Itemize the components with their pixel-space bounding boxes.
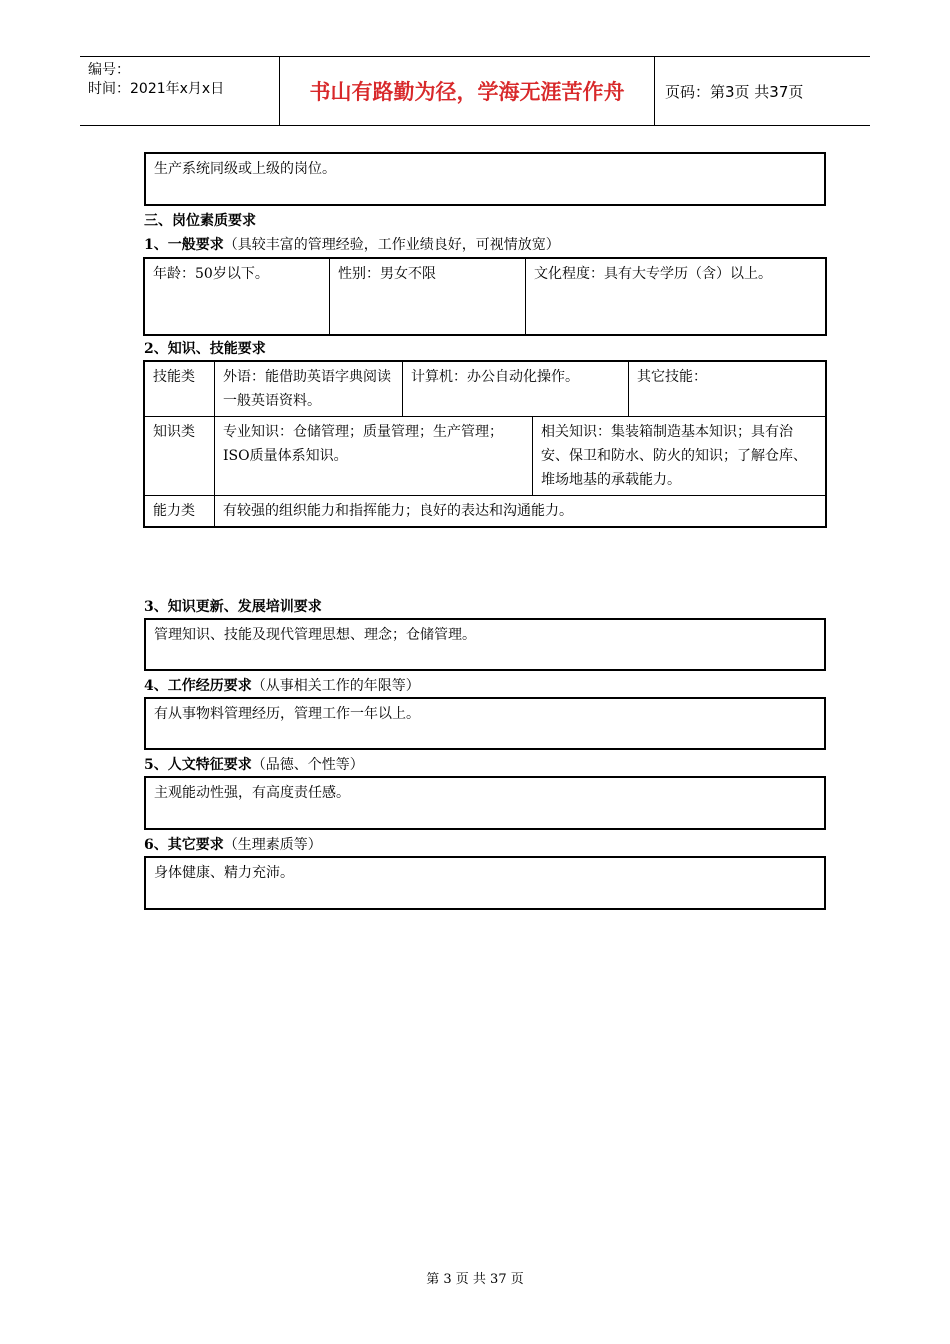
training-text: 管理知识、技能及现代管理思想、理念；仓储管理。 — [154, 627, 476, 643]
other-skill-cell: 其它技能： — [629, 362, 826, 417]
education-cell: 文化程度：具有大专学历（含）以上。 — [526, 259, 826, 335]
ability-cell: 有较强的组织能力和指挥能力；良好的表达和沟通能力。 — [215, 496, 826, 527]
general-requirements-table — [144, 258, 826, 335]
section3-title: 三、岗位素质要求 — [144, 213, 256, 229]
document-number-label: 编号： — [88, 62, 130, 78]
page-footer: 第 3 页 共 37 页 — [426, 1272, 524, 1287]
general-title: 1、一般要求 — [144, 237, 224, 253]
header-meta — [80, 57, 280, 125]
personality-text: 主观能动性强，有高度责任感。 — [154, 785, 350, 801]
personality-box — [144, 776, 826, 830]
knowledge-category-label: 知识类 — [145, 417, 215, 496]
other-requirements-heading — [144, 835, 322, 855]
header-motto: 书山有路勤为径，学海无涯苦作舟 — [280, 57, 655, 125]
skill-category-label: 技能类 — [145, 362, 215, 417]
experience-heading — [144, 676, 420, 696]
personality-note: （品德、个性等） — [251, 757, 364, 773]
personality-title: 5、人文特征要求 — [144, 757, 252, 773]
experience-box — [144, 697, 826, 750]
computer-skill-cell: 计算机：办公自动化操作。 — [403, 362, 629, 417]
experience-text: 有从事物料管理经历，管理工作一年以上。 — [154, 706, 420, 722]
other-title: 6、其它要求 — [144, 837, 224, 853]
related-knowledge-cell: 相关知识：集装箱制造基本知识；具有治安、保卫和防水、防火的知识；了解仓库、堆场地基的承载能力。 — [533, 417, 826, 496]
top-box-text: 生产系统同级或上级的岗位。 — [154, 161, 336, 177]
experience-note: （从事相关工作的年限等） — [251, 678, 420, 694]
top-box — [144, 152, 826, 206]
training-box — [144, 618, 826, 671]
skills-heading: 2、知识、技能要求 — [144, 341, 266, 357]
professional-knowledge-cell: 专业知识：仓储管理；质量管理；生产管理；ISO质量体系知识。 — [215, 417, 533, 496]
other-requirements-box — [144, 856, 826, 910]
ability-category-label: 能力类 — [145, 496, 215, 527]
general-note: （具较丰富的管理经验，工作业绩良好，可视情放宽） — [223, 237, 560, 253]
page-header — [80, 56, 870, 126]
document-time-label: 时间：2021年x月x日 — [88, 81, 225, 97]
other-note: （生理素质等） — [223, 837, 322, 853]
general-requirements-heading — [144, 235, 560, 255]
header-page-info: 页码：第3页 共37页 — [665, 82, 804, 101]
skills-table — [144, 361, 826, 527]
foreign-language-cell: 外语：能借助英语字典阅读一般英语资料。 — [215, 362, 403, 417]
experience-title: 4、工作经历要求 — [144, 678, 252, 694]
personality-heading — [144, 755, 364, 775]
training-heading: 3、知识更新、发展培训要求 — [144, 599, 322, 615]
age-cell: 年龄：50岁以下。 — [145, 259, 330, 335]
other-requirements-text: 身体健康、精力充沛。 — [154, 865, 294, 881]
gender-cell: 性别：男女不限 — [330, 259, 526, 335]
